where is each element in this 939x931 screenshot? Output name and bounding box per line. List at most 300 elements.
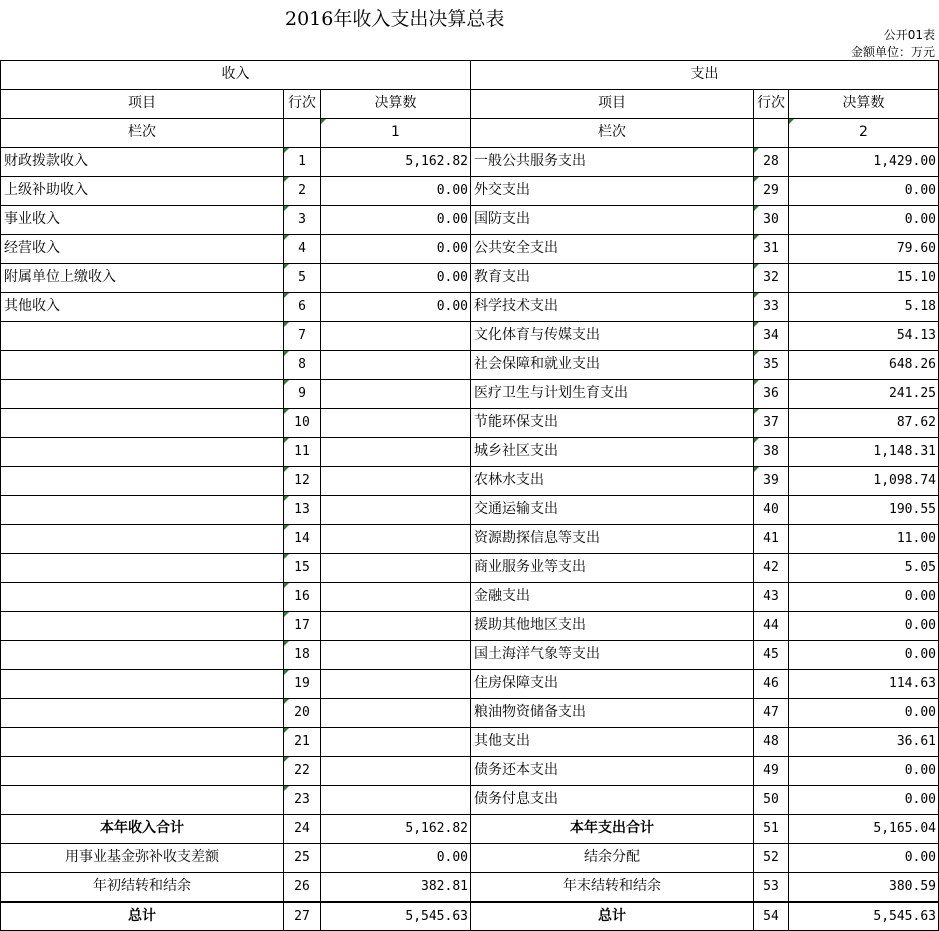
income-line-cell[interactable] <box>283 699 320 727</box>
expense-item-cell[interactable]: 一般公共服务支出 <box>470 148 753 176</box>
income-item-cell[interactable]: 本年收入合计 <box>0 815 283 843</box>
table-row <box>0 756 939 785</box>
expense-line-cell[interactable] <box>753 380 788 408</box>
income-line-number: 5 <box>298 270 306 285</box>
cell-marker-icon <box>284 757 289 762</box>
income-line-cell[interactable] <box>283 525 320 553</box>
income-item-cell[interactable] <box>0 496 283 524</box>
income-line-number: 25 <box>294 850 310 865</box>
expense-line-cell[interactable] <box>753 641 788 669</box>
income-amount-cell[interactable]: 382.81 <box>320 873 470 901</box>
cell-marker-icon <box>754 438 759 443</box>
expense-line-number: 44 <box>763 618 779 633</box>
cell-marker-icon <box>284 148 289 153</box>
expense-line-cell[interactable] <box>753 264 788 292</box>
expense-amount-cell[interactable]: 380.59 <box>788 873 939 901</box>
expense-amount-cell[interactable]: 5,545.63 <box>788 903 939 930</box>
income-amount-cell[interactable] <box>320 380 470 408</box>
expense-section-header[interactable]: 支出 <box>470 61 939 89</box>
income-line-cell[interactable] <box>283 815 320 843</box>
expense-amount-cell[interactable]: 0.00 <box>788 757 939 785</box>
form-number: 公开01表 <box>883 28 935 42</box>
table-row <box>0 292 939 321</box>
expense-amount-cell[interactable]: 0.00 <box>788 844 939 872</box>
expense-line-cell[interactable] <box>753 235 788 263</box>
expense-line-number: 36 <box>763 386 779 401</box>
expense-item-cell[interactable]: 粮油物资储备支出 <box>470 699 753 727</box>
expense-column-label[interactable]: 栏次 <box>470 119 753 147</box>
table-row <box>0 205 939 234</box>
cell-marker-icon <box>284 641 289 646</box>
expense-line-cell[interactable] <box>753 496 788 524</box>
expense-item-header[interactable]: 项目 <box>470 90 753 118</box>
table-row <box>0 437 939 466</box>
cell-marker-icon <box>284 554 289 559</box>
income-line-cell[interactable] <box>283 409 320 437</box>
income-item-cell[interactable] <box>0 380 283 408</box>
expense-item-cell[interactable]: 债务付息支出 <box>470 786 753 814</box>
expense-column-number-text: 2 <box>859 124 868 140</box>
expense-item-cell[interactable]: 农林水支出 <box>470 467 753 495</box>
expense-amount-cell[interactable]: 5.05 <box>788 554 939 582</box>
income-line-number: 22 <box>294 763 310 778</box>
income-item-cell[interactable] <box>0 612 283 640</box>
income-item-cell[interactable]: 总计 <box>0 903 283 930</box>
expense-item-cell[interactable]: 资源勘探信息等支出 <box>470 525 753 553</box>
income-line-number: 21 <box>294 734 310 749</box>
expense-line-cell[interactable] <box>753 903 788 930</box>
table-row <box>0 553 939 582</box>
expense-amount-cell[interactable]: 87.62 <box>788 409 939 437</box>
income-amount-cell[interactable] <box>320 554 470 582</box>
cell-marker-icon <box>284 322 289 327</box>
cell-marker-icon <box>284 467 289 472</box>
income-item-cell[interactable] <box>0 409 283 437</box>
table-row <box>0 785 939 814</box>
expense-column-number[interactable] <box>788 119 939 147</box>
budget-table <box>0 60 939 931</box>
expense-line-cell[interactable] <box>753 293 788 321</box>
income-amount-cell[interactable] <box>320 322 470 350</box>
income-line-number: 15 <box>294 560 310 575</box>
section-header-row <box>0 60 939 89</box>
expense-line-cell[interactable] <box>753 409 788 437</box>
income-line-cell[interactable] <box>283 496 320 524</box>
income-item-cell[interactable] <box>0 786 283 814</box>
expense-line-number: 41 <box>763 531 779 546</box>
expense-line-number: 48 <box>763 734 779 749</box>
expense-line-cell[interactable] <box>753 322 788 350</box>
cell-marker-icon <box>284 409 289 414</box>
income-item-cell[interactable] <box>0 641 283 669</box>
income-line-number: 8 <box>298 357 306 372</box>
expense-line-number: 35 <box>763 357 779 372</box>
cell-marker-icon <box>754 293 759 298</box>
expense-amount-cell[interactable]: 1,098.74 <box>788 467 939 495</box>
income-item-cell[interactable]: 事业收入 <box>0 206 283 234</box>
income-item-cell[interactable] <box>0 351 283 379</box>
expense-amount-cell[interactable]: 0.00 <box>788 177 939 205</box>
income-amount-cell[interactable] <box>320 496 470 524</box>
income-section-header[interactable]: 收入 <box>0 61 470 89</box>
income-column-label[interactable]: 栏次 <box>0 119 283 147</box>
expense-amount-cell[interactable]: 190.55 <box>788 496 939 524</box>
expense-amount-cell[interactable]: 241.25 <box>788 380 939 408</box>
expense-item-cell[interactable]: 商业服务业等支出 <box>470 554 753 582</box>
income-line-number: 18 <box>294 647 310 662</box>
income-line-cell[interactable] <box>283 206 320 234</box>
expense-amount-cell[interactable]: 11.00 <box>788 525 939 553</box>
cell-marker-icon <box>284 264 289 269</box>
income-amount-cell[interactable] <box>320 583 470 611</box>
income-item-cell[interactable] <box>0 322 283 350</box>
expense-item-cell[interactable]: 节能环保支出 <box>470 409 753 437</box>
expense-item-cell[interactable]: 交通运输支出 <box>470 496 753 524</box>
income-line-cell[interactable] <box>283 235 320 263</box>
income-amount-cell[interactable]: 5,545.63 <box>320 903 470 930</box>
expense-line-cell[interactable] <box>753 728 788 756</box>
expense-item-cell[interactable]: 住房保障支出 <box>470 670 753 698</box>
expense-item-cell[interactable]: 科学技术支出 <box>470 293 753 321</box>
expense-line-cell[interactable] <box>753 757 788 785</box>
income-line-cell[interactable] <box>283 148 320 176</box>
income-item-cell[interactable] <box>0 583 283 611</box>
income-amount-cell[interactable] <box>320 670 470 698</box>
income-line-cell[interactable] <box>283 903 320 930</box>
expense-line-cell[interactable] <box>753 699 788 727</box>
cell-marker-icon <box>754 380 759 385</box>
income-item-cell[interactable]: 经营收入 <box>0 235 283 263</box>
expense-line-number: 32 <box>763 270 779 285</box>
income-item-cell[interactable]: 年初结转和结余 <box>0 873 283 901</box>
expense-line-header[interactable]: 行次 <box>753 90 788 118</box>
expense-amount-header[interactable]: 决算数 <box>788 90 939 118</box>
income-line-cell[interactable] <box>283 844 320 872</box>
expense-item-cell[interactable]: 城乡社区支出 <box>470 438 753 466</box>
income-line-cell[interactable] <box>283 264 320 292</box>
cell-marker-icon <box>284 670 289 675</box>
expense-line-cell[interactable] <box>753 612 788 640</box>
expense-line-number: 52 <box>763 850 779 865</box>
expense-line-cell[interactable] <box>753 206 788 234</box>
expense-line-number: 33 <box>763 299 779 314</box>
expense-line-number: 38 <box>763 444 779 459</box>
income-line-number: 20 <box>294 705 310 720</box>
expense-amount-cell[interactable]: 1,429.00 <box>788 148 939 176</box>
cell-marker-icon <box>284 612 289 617</box>
expense-line-cell[interactable] <box>753 670 788 698</box>
income-line-cell[interactable] <box>283 177 320 205</box>
cell-marker-icon <box>284 235 289 240</box>
income-amount-cell[interactable] <box>320 525 470 553</box>
cell-marker-icon <box>284 496 289 501</box>
table-row <box>0 698 939 727</box>
expense-amount-cell[interactable]: 5.18 <box>788 293 939 321</box>
income-line-number: 13 <box>294 502 310 517</box>
income-amount-cell[interactable]: 0.00 <box>320 293 470 321</box>
income-line-cell[interactable] <box>283 322 320 350</box>
expense-line-cell[interactable] <box>753 148 788 176</box>
income-line-number: 14 <box>294 531 310 546</box>
income-amount-cell[interactable]: 5,162.82 <box>320 148 470 176</box>
income-item-cell[interactable] <box>0 670 283 698</box>
income-item-cell[interactable] <box>0 757 283 785</box>
expense-item-cell[interactable]: 外交支出 <box>470 177 753 205</box>
income-amount-cell[interactable] <box>320 438 470 466</box>
table-row <box>0 611 939 640</box>
income-amount-cell[interactable] <box>320 641 470 669</box>
income-item-cell[interactable]: 上级补助收入 <box>0 177 283 205</box>
expense-line-number: 46 <box>763 676 779 691</box>
income-line-number: 4 <box>298 241 306 256</box>
expense-amount-cell[interactable]: 0.00 <box>788 641 939 669</box>
income-amount-cell[interactable]: 5,162.82 <box>320 815 470 843</box>
income-amount-cell[interactable] <box>320 699 470 727</box>
cell-marker-icon <box>284 583 289 588</box>
expense-amount-cell[interactable]: 36.61 <box>788 728 939 756</box>
income-item-cell[interactable] <box>0 728 283 756</box>
income-line-cell[interactable] <box>283 641 320 669</box>
income-item-header[interactable]: 项目 <box>0 90 283 118</box>
income-amount-cell[interactable]: 0.00 <box>320 844 470 872</box>
table-row <box>0 582 939 611</box>
expense-line-number: 37 <box>763 415 779 430</box>
income-line-cell[interactable] <box>283 786 320 814</box>
expense-line-cell[interactable] <box>753 786 788 814</box>
cell-marker-icon <box>754 148 759 153</box>
column-header-row <box>0 89 939 118</box>
income-line-number: 16 <box>294 589 310 604</box>
expense-item-cell[interactable]: 公共安全支出 <box>470 235 753 263</box>
cell-marker-icon <box>284 206 289 211</box>
expense-amount-cell[interactable]: 79.60 <box>788 235 939 263</box>
income-line-cell[interactable] <box>283 583 320 611</box>
table-row <box>0 669 939 698</box>
income-item-cell[interactable] <box>0 467 283 495</box>
income-line-cell[interactable] <box>283 293 320 321</box>
table-row <box>0 379 939 408</box>
expense-item-cell[interactable]: 医疗卫生与计划生育支出 <box>470 380 753 408</box>
expense-line-blank[interactable] <box>753 119 788 147</box>
income-item-cell[interactable]: 附属单位上缴收入 <box>0 264 283 292</box>
income-column-number-text: 1 <box>391 124 400 140</box>
expense-item-cell[interactable]: 本年支出合计 <box>470 815 753 843</box>
expense-item-cell[interactable]: 其他支出 <box>470 728 753 756</box>
expense-amount-cell[interactable]: 648.26 <box>788 351 939 379</box>
amount-unit: 金额单位：万元 <box>850 45 935 59</box>
expense-line-number: 53 <box>763 879 779 894</box>
table-row <box>0 495 939 524</box>
expense-line-number: 31 <box>763 241 779 256</box>
expense-line-number: 54 <box>763 909 779 924</box>
expense-item-cell[interactable]: 总计 <box>470 903 753 930</box>
income-amount-cell[interactable] <box>320 757 470 785</box>
cell-marker-icon <box>284 728 289 733</box>
column-number-row <box>0 118 939 147</box>
table-row <box>0 727 939 756</box>
summary-row <box>0 872 939 901</box>
income-line-cell[interactable] <box>283 873 320 901</box>
expense-line-cell[interactable] <box>753 554 788 582</box>
expense-item-cell[interactable]: 结余分配 <box>470 844 753 872</box>
income-line-cell[interactable] <box>283 351 320 379</box>
expense-line-number: 29 <box>763 183 779 198</box>
cell-marker-icon <box>284 293 289 298</box>
expense-line-cell[interactable] <box>753 873 788 901</box>
expense-line-number: 40 <box>763 502 779 517</box>
income-line-number: 11 <box>294 444 310 459</box>
expense-line-cell[interactable] <box>753 844 788 872</box>
expense-line-cell[interactable] <box>753 583 788 611</box>
cell-marker-icon <box>754 322 759 327</box>
expense-amount-cell[interactable]: 54.13 <box>788 322 939 350</box>
expense-line-cell[interactable] <box>753 438 788 466</box>
expense-item-cell[interactable]: 债务还本支出 <box>470 757 753 785</box>
expense-line-number: 51 <box>763 821 779 836</box>
expense-amount-cell[interactable]: 0.00 <box>788 612 939 640</box>
cell-marker-icon <box>284 525 289 530</box>
cell-marker-icon <box>754 467 759 472</box>
table-row <box>0 524 939 553</box>
income-item-cell[interactable]: 用事业基金弥补收支差额 <box>0 844 283 872</box>
cell-marker-icon <box>284 786 289 791</box>
expense-item-cell[interactable]: 社会保障和就业支出 <box>470 351 753 379</box>
income-item-cell[interactable] <box>0 525 283 553</box>
expense-line-cell[interactable] <box>753 177 788 205</box>
income-item-cell[interactable] <box>0 438 283 466</box>
income-amount-cell[interactable] <box>320 467 470 495</box>
income-amount-cell[interactable]: 0.00 <box>320 264 470 292</box>
expense-line-number: 42 <box>763 560 779 575</box>
expense-amount-cell[interactable]: 114.63 <box>788 670 939 698</box>
cell-marker-icon <box>284 351 289 356</box>
expense-line-number: 30 <box>763 212 779 227</box>
expense-line-cell[interactable] <box>753 815 788 843</box>
expense-amount-cell[interactable]: 0.00 <box>788 699 939 727</box>
table-row <box>0 466 939 495</box>
expense-item-cell[interactable]: 国防支出 <box>470 206 753 234</box>
table-row <box>0 350 939 379</box>
income-amount-cell[interactable]: 0.00 <box>320 235 470 263</box>
expense-item-cell[interactable]: 金融支出 <box>470 583 753 611</box>
expense-item-cell[interactable]: 年末结转和结余 <box>470 873 753 901</box>
expense-amount-cell[interactable]: 15.10 <box>788 264 939 292</box>
summary-row <box>0 843 939 872</box>
expense-item-cell[interactable]: 文化体育与传媒支出 <box>470 322 753 350</box>
income-item-cell[interactable] <box>0 554 283 582</box>
cell-marker-icon <box>284 380 289 385</box>
income-line-cell[interactable] <box>283 757 320 785</box>
income-line-cell[interactable] <box>283 554 320 582</box>
income-line-cell[interactable] <box>283 438 320 466</box>
income-line-number: 26 <box>294 879 310 894</box>
expense-amount-cell[interactable]: 0.00 <box>788 786 939 814</box>
income-line-header[interactable]: 行次 <box>283 90 320 118</box>
income-item-cell[interactable] <box>0 699 283 727</box>
income-amount-cell[interactable] <box>320 786 470 814</box>
table-row <box>0 640 939 669</box>
cell-marker-icon <box>754 351 759 356</box>
income-item-cell[interactable]: 财政拨款收入 <box>0 148 283 176</box>
expense-line-cell[interactable] <box>753 351 788 379</box>
expense-amount-cell[interactable]: 5,165.04 <box>788 815 939 843</box>
expense-line-number: 45 <box>763 647 779 662</box>
income-line-number: 23 <box>294 792 310 807</box>
income-line-cell[interactable] <box>283 612 320 640</box>
income-line-number: 3 <box>298 212 306 227</box>
income-line-number: 17 <box>294 618 310 633</box>
expense-line-number: 50 <box>763 792 779 807</box>
income-item-cell[interactable]: 其他收入 <box>0 293 283 321</box>
expense-item-cell[interactable]: 援助其他地区支出 <box>470 612 753 640</box>
income-line-number: 6 <box>298 299 306 314</box>
expense-amount-cell[interactable]: 0.00 <box>788 206 939 234</box>
expense-line-number: 34 <box>763 328 779 343</box>
expense-line-number: 43 <box>763 589 779 604</box>
income-amount-cell[interactable]: 0.00 <box>320 177 470 205</box>
expense-line-number: 47 <box>763 705 779 720</box>
cell-marker-icon <box>321 119 326 124</box>
table-row <box>0 234 939 263</box>
table-row <box>0 263 939 292</box>
income-amount-cell[interactable] <box>320 728 470 756</box>
income-line-cell[interactable] <box>283 380 320 408</box>
income-line-number: 10 <box>294 415 310 430</box>
table-row <box>0 408 939 437</box>
cell-marker-icon <box>754 264 759 269</box>
income-amount-cell[interactable] <box>320 351 470 379</box>
income-line-blank[interactable] <box>283 119 320 147</box>
cell-marker-icon <box>789 119 794 124</box>
income-line-number: 2 <box>298 183 306 198</box>
income-line-number: 1 <box>298 154 306 169</box>
expense-amount-cell[interactable]: 1,148.31 <box>788 438 939 466</box>
summary-row <box>0 814 939 843</box>
income-line-number: 9 <box>298 386 306 401</box>
income-column-number[interactable] <box>320 119 470 147</box>
expense-line-cell[interactable] <box>753 467 788 495</box>
income-line-number: 24 <box>294 821 310 836</box>
cell-marker-icon <box>284 699 289 704</box>
table-row <box>0 176 939 205</box>
expense-line-cell[interactable] <box>753 525 788 553</box>
income-line-cell[interactable] <box>283 467 320 495</box>
income-amount-header[interactable]: 决算数 <box>320 90 470 118</box>
expense-item-cell[interactable]: 国土海洋气象等支出 <box>470 641 753 669</box>
income-line-number: 7 <box>298 328 306 343</box>
expense-line-number: 49 <box>763 763 779 778</box>
income-amount-cell[interactable]: 0.00 <box>320 206 470 234</box>
income-amount-cell[interactable] <box>320 612 470 640</box>
table-body <box>0 147 939 931</box>
expense-amount-cell[interactable]: 0.00 <box>788 583 939 611</box>
expense-line-number: 28 <box>763 154 779 169</box>
income-line-number: 27 <box>294 909 310 924</box>
expense-line-number: 39 <box>763 473 779 488</box>
income-line-cell[interactable] <box>283 728 320 756</box>
expense-item-cell[interactable]: 教育支出 <box>470 264 753 292</box>
page-title: 2016年收入支出决算总表 <box>285 8 505 30</box>
cell-marker-icon <box>754 235 759 240</box>
income-line-cell[interactable] <box>283 670 320 698</box>
table-row <box>0 321 939 350</box>
income-line-number: 19 <box>294 676 310 691</box>
table-row <box>0 147 939 176</box>
income-line-number: 12 <box>294 473 310 488</box>
cell-marker-icon <box>754 206 759 211</box>
cell-marker-icon <box>284 438 289 443</box>
income-amount-cell[interactable] <box>320 409 470 437</box>
